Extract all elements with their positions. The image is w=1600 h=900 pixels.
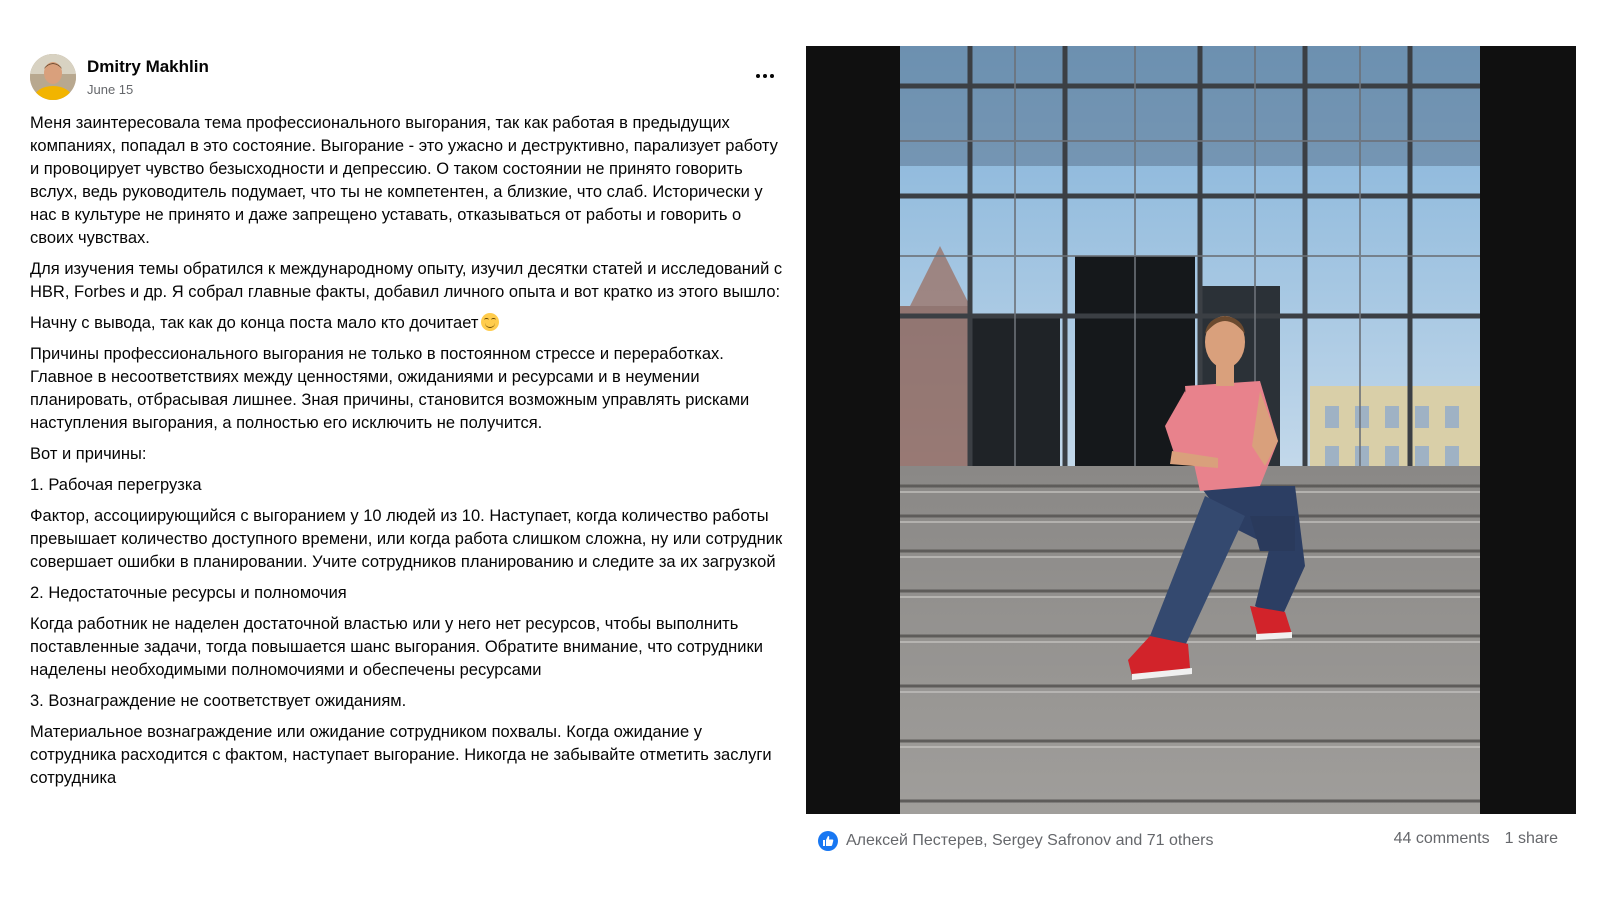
post-paragraph: Для изучения темы обратился к международному опыту, изучил десятки статей и исследований с HBR, Forbes и др. Я собрал главные факты, добавил личного опыта и вот кратко из этого вышло: bbox=[30, 260, 783, 301]
engagement-counts bbox=[1394, 830, 1558, 848]
avatar-image bbox=[30, 54, 76, 100]
post-paragraph-text: Начну с вывода, так как до конца поста мало кто дочитает bbox=[30, 314, 479, 332]
post-photo[interactable] bbox=[806, 46, 1576, 814]
post-heading: 2. Недостаточные ресурсы и полномочия bbox=[30, 584, 347, 602]
post-body bbox=[30, 112, 785, 798]
post-paragraph: Фактор, ассоциирующийся с выгоранием у 10 людей из 10. Наступает, когда количество работы превышает количество доступного времени, или когда работа слишком сложна, ну или сотрудник совершает ошибки в планировании. Учите сотрудников планированию и следите за их загрузкой bbox=[30, 507, 783, 571]
reactions-summary[interactable] bbox=[818, 828, 1213, 854]
post-paragraph-with-emoji bbox=[30, 312, 785, 335]
like-thumbs-up-icon bbox=[818, 831, 838, 851]
author-name[interactable]: Dmitry Makhlin bbox=[87, 57, 209, 76]
post-header bbox=[30, 52, 790, 104]
post-heading: 1. Рабочая перегрузка bbox=[30, 476, 202, 494]
thumbs-up-glyph bbox=[822, 835, 834, 847]
photo-illustration bbox=[900, 46, 1480, 814]
avatar[interactable] bbox=[30, 54, 76, 100]
post-heading: 3. Вознаграждение не соответствует ожиданиям. bbox=[30, 692, 407, 710]
shares-count[interactable]: 1 share bbox=[1504, 830, 1558, 847]
post-paragraph: Причины профессионального выгорания не только в постоянном стрессе и переработках. Главное в несоответствиях между ценностями, ожиданиями и ресурсами и в неумении планировать, отбрасывая лишнее. Зная причины, становится возможным управлять рисками наступления выгорания, а полностью его исключить не получится. bbox=[30, 345, 750, 432]
more-horizontal-icon[interactable] bbox=[750, 64, 780, 88]
post-date[interactable]: June 15 bbox=[87, 82, 134, 97]
post-paragraph: Вот и причины: bbox=[30, 445, 147, 463]
post-paragraph: Материальное вознаграждение или ожидание сотрудником похвалы. Когда ожидание у сотрудника расходится с фактом, наступает выгорание. Никогда не забывайте отметить заслуги сотрудника bbox=[30, 723, 772, 787]
post-container bbox=[30, 52, 790, 787]
smiling-face-emoji-icon bbox=[481, 313, 499, 331]
reaction-names[interactable]: Алексей Пестерев, Sergey Safronov and 71 others bbox=[846, 832, 1214, 849]
dot bbox=[756, 74, 760, 78]
dot bbox=[763, 74, 767, 78]
post-paragraph: Меня заинтересовала тема профессионального выгорания, так как работая в предыдущих компаниях, попадал в это состояние. Выгорание - это ужасно и деструктивно, парализует работу и провоцирует чувство безысходности и депрессию. О таком состоянии не принято говорить вслух, ведь руководитель подумает, что ты не компетентен, а близкие, что слаб. Исторически у нас в культуре не принято и даже запрещено уставать, отказываться от работы и говорить о своих чувствах. bbox=[30, 114, 778, 247]
post-paragraph: Когда работник не наделен достаточной властью или у него нет ресурсов, чтобы выполнить поставленные задачи, тогда повышается шанс выгорания. Обратите внимание, что сотрудники наделены необходимыми полномочиями и обеспечены ресурсами bbox=[30, 615, 763, 679]
dot bbox=[770, 74, 774, 78]
comments-count[interactable]: 44 comments bbox=[1393, 830, 1490, 847]
